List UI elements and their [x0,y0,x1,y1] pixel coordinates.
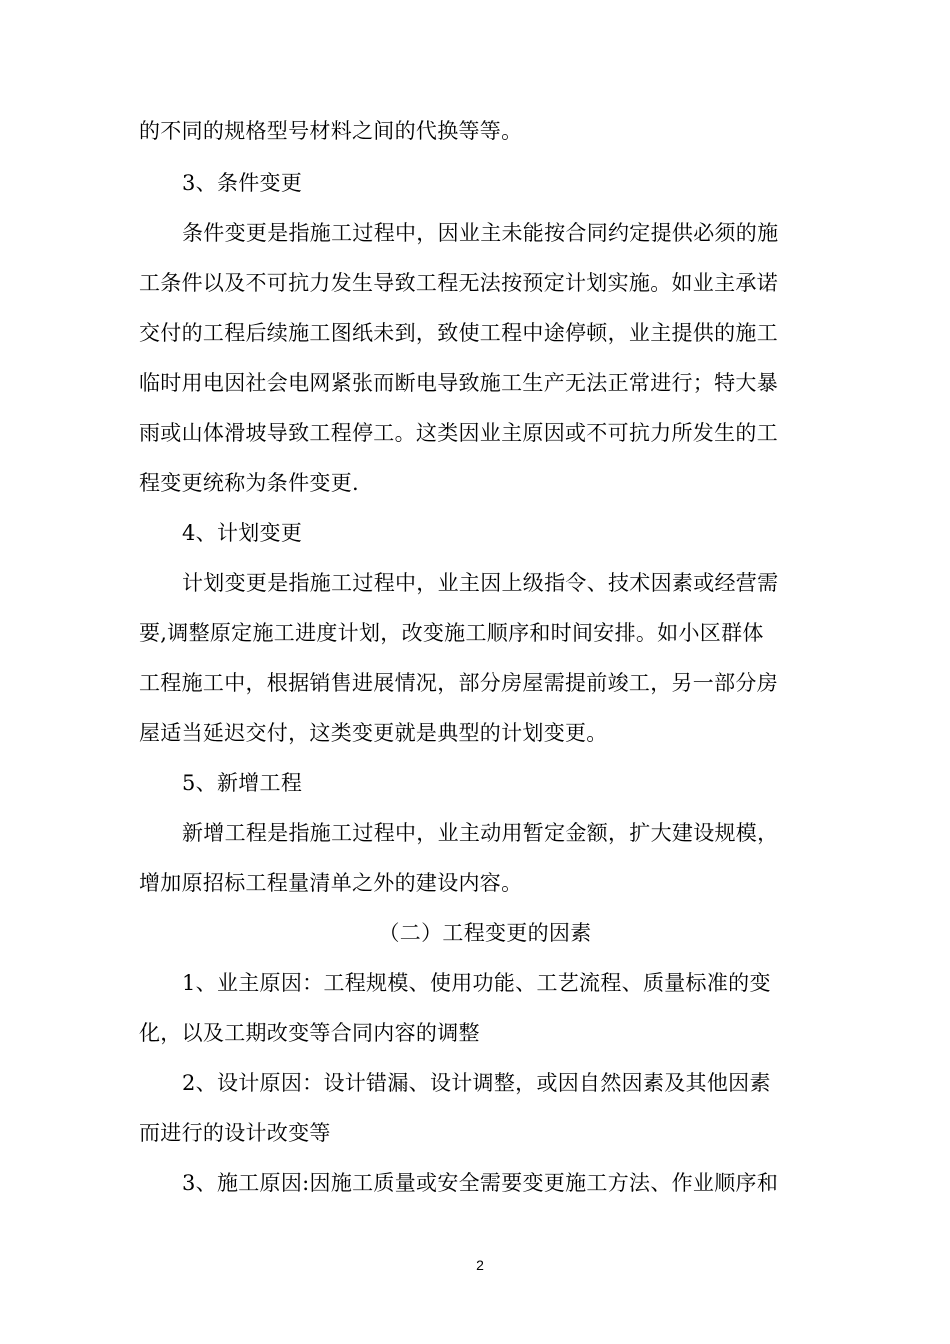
text-line: 增加原招标工程量清单之外的建设内容。 [139,871,523,895]
text-line: 程变更统称为条件变更. [139,471,359,495]
text-line: 化，以及工期改变等合同内容的调整 [139,1021,480,1045]
list-item-first-line: 1、业主原因：工程规模、使用功能、工艺流程、质量标准的变 [182,971,771,995]
section-heading: 3、条件变更 [182,171,303,195]
text-line: 的不同的规格型号材料之间的代换等等。 [139,119,523,143]
list-item-first-line: 2、设计原因：设计错漏、设计调整，或因自然因素及其他因素 [182,1071,771,1095]
section-heading: 5、新增工程 [182,771,303,795]
text-line: 要,调整原定施工进度计划，改变施工顺序和时间安排。如小区群体 [139,621,764,645]
paragraph-first-line: 计划变更是指施工过程中，业主因上级指令、技术因素或经营需 [182,571,779,595]
text-line: 屋适当延迟交付，这类变更就是典型的计划变更。 [139,721,608,745]
text-line: 雨或山体滑坡导致工程停工。这类因业主原因或不可抗力所发生的工 [139,421,778,445]
text-line: 工条件以及不可抗力发生导致工程无法按预定计划实施。如业主承诺 [139,271,778,295]
list-item-first-line: 3、施工原因:因施工质量或安全需要变更施工方法、作业顺序和 [182,1171,779,1195]
chapter-subheading: （二）工程变更的因素 [378,921,592,945]
text-line: 临时用电因社会电网紧张而断电导致施工生产无法正常进行；特大暴 [139,371,778,395]
text-line: 工程施工中，根据销售进展情况，部分房屋需提前竣工，另一部分房 [139,671,778,695]
text-line: 而进行的设计改变等 [139,1121,331,1145]
paragraph-first-line: 条件变更是指施工过程中，因业主未能按合同约定提供必须的施 [182,221,779,245]
text-line: 交付的工程后续施工图纸未到，致使工程中途停顿，业主提供的施工 [139,321,778,345]
section-heading: 4、计划变更 [182,521,303,545]
paragraph-first-line: 新增工程是指施工过程中，业主动用暂定金额，扩大建设规模， [182,821,779,845]
page-number: 2 [476,1257,484,1273]
